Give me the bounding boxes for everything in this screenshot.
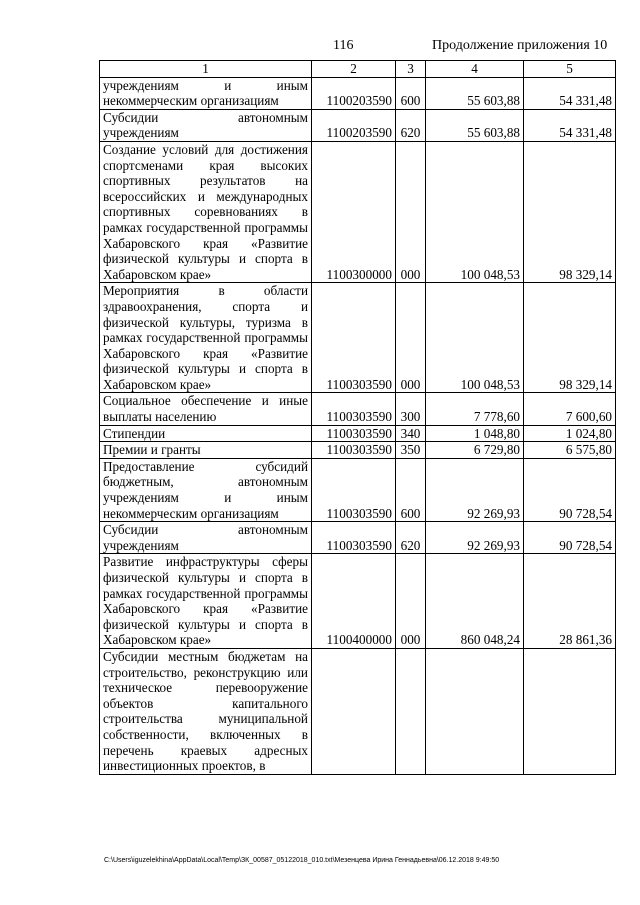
row-name: Развитие инфраструктуры сферы физической культуры и спорта в рамках государственной программы Хабаровского края «Развитие физической культуры и спорта в Хабаровском крае»	[100, 554, 312, 649]
row-code: 1100400000	[312, 554, 396, 649]
row-type: 000	[396, 554, 426, 649]
row-type: 600	[396, 77, 426, 109]
row-value-5	[524, 648, 616, 774]
row-type: 620	[396, 109, 426, 141]
row-type: 000	[396, 283, 426, 393]
table-row	[100, 442, 616, 459]
row-code: 1100300000	[312, 141, 396, 282]
column-header-2: 2	[312, 61, 396, 78]
table-row	[100, 458, 616, 521]
row-value-5: 98 329,14	[524, 141, 616, 282]
table-row	[100, 522, 616, 554]
row-value-5: 28 861,36	[524, 554, 616, 649]
table-row	[100, 77, 616, 109]
table-row	[100, 425, 616, 442]
row-value-4: 6 729,80	[426, 442, 524, 459]
row-code	[312, 648, 396, 774]
row-code: 1100303590	[312, 442, 396, 459]
row-name: учреждениям и иным некоммерческим организациям	[100, 77, 312, 109]
file-path-footer: C:\Users\iguzelekhina\AppData\Local\Temp\ЗК_00587_05122018_010.txt\Мезенцева Ирина Геннадьевна\06.12.2018 9:49:50	[104, 857, 500, 864]
row-name: Создание условий для достижения спортсменами края высоких спортивных результатов на всероссийских и международных спортивных соревнованиях в рамках государственной программы Хабаровского края «Развитие физической культуры и спорта в Хабаровском крае»	[100, 141, 312, 282]
row-value-5: 90 728,54	[524, 522, 616, 554]
row-type: 350	[396, 442, 426, 459]
page-number: 116	[333, 38, 354, 53]
row-type: 340	[396, 425, 426, 442]
row-code: 1100303590	[312, 522, 396, 554]
table-row	[100, 648, 616, 774]
row-value-4: 1 048,80	[426, 425, 524, 442]
table-row	[100, 554, 616, 649]
row-value-5: 98 329,14	[524, 283, 616, 393]
column-header-1: 1	[100, 61, 312, 78]
row-value-5: 54 331,48	[524, 77, 616, 109]
table-row	[100, 109, 616, 141]
row-code: 1100303590	[312, 458, 396, 521]
row-value-5: 54 331,48	[524, 109, 616, 141]
row-code: 1100303590	[312, 425, 396, 442]
row-type: 000	[396, 141, 426, 282]
column-header-3: 3	[396, 61, 426, 78]
row-value-5: 6 575,80	[524, 442, 616, 459]
row-value-4: 92 269,93	[426, 458, 524, 521]
row-code: 1100303590	[312, 393, 396, 425]
row-name: Премии и гранты	[100, 442, 312, 459]
row-name: Субсидии автономным учреждениям	[100, 522, 312, 554]
row-value-4: 55 603,88	[426, 109, 524, 141]
row-name: Субсидии местным бюджетам на строительство, реконструкцию или техническое перевооружение объектов капитального строительства муниципальной собственности, включенных в перечень краевых адресных инвестиционных проектов, в	[100, 648, 312, 774]
column-header-5: 5	[524, 61, 616, 78]
row-type: 620	[396, 522, 426, 554]
row-type: 600	[396, 458, 426, 521]
row-code: 1100303590	[312, 283, 396, 393]
budget-table	[99, 60, 616, 775]
row-name: Стипендии	[100, 425, 312, 442]
continuation-label: Продолжение приложения 10	[432, 38, 608, 53]
row-name: Мероприятия в области здравоохранения, спорта и физической культуры, туризма в рамках государственной программы Хабаровского края «Развитие физической культуры и спорта в Хабаровском крае»	[100, 283, 312, 393]
column-header-4: 4	[426, 61, 524, 78]
row-value-4: 860 048,24	[426, 554, 524, 649]
table-row	[100, 283, 616, 393]
row-type: 300	[396, 393, 426, 425]
row-code: 1100203590	[312, 77, 396, 109]
row-value-5: 1 024,80	[524, 425, 616, 442]
row-value-4	[426, 648, 524, 774]
table-row	[100, 393, 616, 425]
row-value-4: 100 048,53	[426, 141, 524, 282]
row-type	[396, 648, 426, 774]
table-row	[100, 141, 616, 282]
row-value-5: 7 600,60	[524, 393, 616, 425]
row-value-4: 55 603,88	[426, 77, 524, 109]
table-header-row	[100, 61, 616, 78]
row-value-4: 92 269,93	[426, 522, 524, 554]
row-value-4: 100 048,53	[426, 283, 524, 393]
row-code: 1100203590	[312, 109, 396, 141]
row-name: Субсидии автономным учреждениям	[100, 109, 312, 141]
row-value-5: 90 728,54	[524, 458, 616, 521]
row-name: Предоставление субсидий бюджетным, автономным учреждениям и иным некоммерческим организациям	[100, 458, 312, 521]
row-name: Социальное обеспечение и иные выплаты населению	[100, 393, 312, 425]
row-value-4: 7 778,60	[426, 393, 524, 425]
